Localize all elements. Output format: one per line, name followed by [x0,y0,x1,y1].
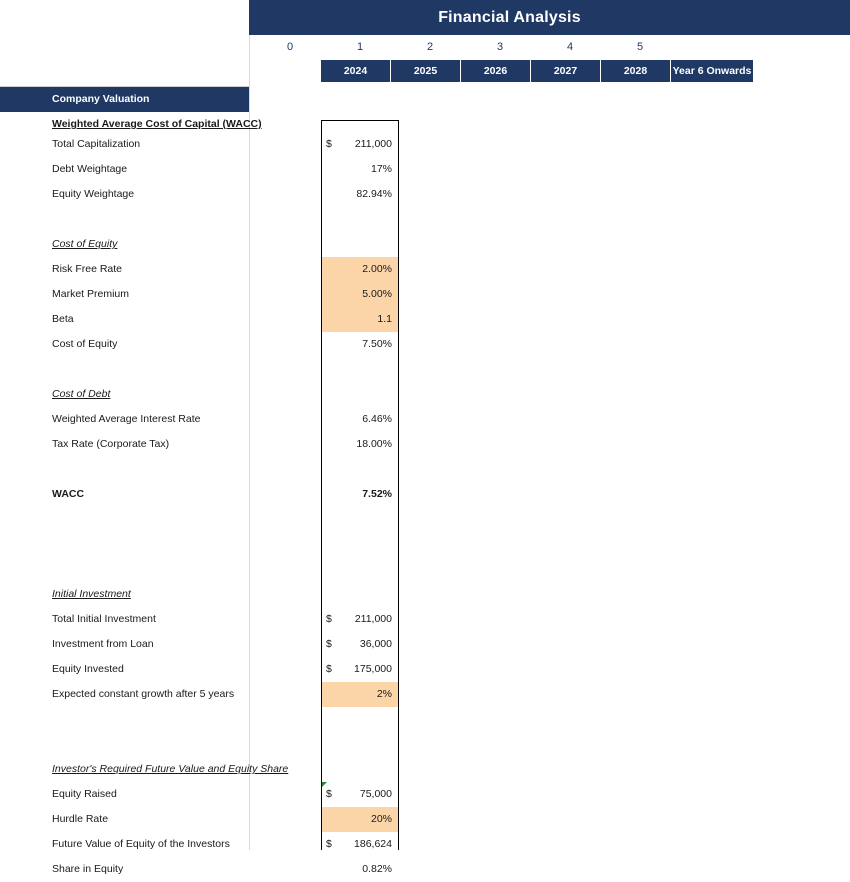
value-cell[interactable] [322,157,398,182]
section-subheader-wacc: Weighted Average Cost of Capital (WACC) [52,118,262,130]
row-label[interactable]: Share in Equity [52,863,124,875]
period-index-1: 1 [356,41,364,53]
period-index-3: 3 [496,41,504,53]
currency-symbol: $ [326,663,332,675]
currency-symbol: $ [326,138,332,150]
value-amount: 175,000 [354,663,392,675]
row-label[interactable]: Investor's Required Future Value and Equity Share [52,763,289,775]
value-cell[interactable] [322,407,398,432]
row-label[interactable]: Beta [52,313,74,325]
value-cell[interactable] [322,332,398,357]
value-cell[interactable] [322,482,398,507]
value-cell[interactable] [322,657,398,682]
value-cell[interactable] [322,682,398,707]
row-label[interactable]: Expected constant growth after 5 years [52,688,235,700]
value-amount: 7.50% [362,338,392,350]
value-cell[interactable] [322,257,398,282]
value-amount: 75,000 [359,788,392,800]
value-amount: 5.00% [362,288,392,300]
year-header-1[interactable]: 2024 [321,60,391,82]
value-amount: 0.82% [362,863,392,875]
period-index-2: 2 [426,41,434,53]
value-cell[interactable] [322,607,398,632]
row-label[interactable]: Tax Rate (Corporate Tax) [52,438,170,450]
row-label[interactable]: Equity Invested [52,663,124,675]
value-amount: 6.46% [362,413,392,425]
row-label[interactable]: Debt Weightage [52,163,128,175]
period-index-strip [249,35,850,59]
value-cell[interactable] [322,282,398,307]
section-header-company-valuation: Company Valuation [0,87,249,112]
cell-comment-marker-icon [322,782,327,787]
value-cell[interactable] [322,307,398,332]
value-amount: 1.1 [377,313,392,325]
row-label[interactable]: Cost of Equity [52,238,118,250]
year-header-2[interactable]: 2025 [391,60,461,82]
year-header-3[interactable]: 2026 [461,60,531,82]
row-label[interactable]: Cost of Equity [52,338,118,350]
row-label[interactable]: Cost of Debt [52,388,111,400]
row-label[interactable]: Initial Investment [52,588,131,600]
value-amount: 2% [376,688,392,700]
value-amount: 17% [370,163,392,175]
row-label[interactable]: Equity Raised [52,788,117,800]
financial-analysis-title-bar [249,0,850,35]
value-amount: 82.94% [356,188,392,200]
row-label[interactable]: Equity Weightage [52,188,135,200]
row-label[interactable]: Hurdle Rate [52,813,109,825]
value-amount: 36,000 [359,638,392,650]
row-label[interactable]: Future Value of Equity of the Investors [52,838,230,850]
value-amount: 20% [370,813,392,825]
value-amount: 186,624 [354,838,392,850]
value-cell[interactable] [322,182,398,207]
currency-symbol: $ [326,788,332,800]
value-amount: 18.00% [356,438,392,450]
row-label[interactable]: Weighted Average Interest Rate [52,413,201,425]
row-label[interactable]: Market Premium [52,288,130,300]
period-index-4: 4 [566,41,574,53]
row-label[interactable]: Total Capitalization [52,138,141,150]
row-label[interactable]: WACC [52,488,85,500]
period-index-0: 0 [286,41,294,53]
year-header-row [321,60,753,82]
value-amount: 211,000 [354,613,392,625]
value-cell[interactable] [322,832,398,857]
value-cell[interactable] [322,432,398,457]
page-title: Financial Analysis [438,8,581,26]
currency-symbol: $ [326,838,332,850]
value-cell[interactable] [322,807,398,832]
value-amount: 2.00% [362,263,392,275]
row-label[interactable]: Total Initial Investment [52,613,156,625]
value-amount: 211,000 [354,138,392,150]
value-cell[interactable] [322,782,398,807]
year-header-4[interactable]: 2027 [531,60,601,82]
currency-symbol: $ [326,638,332,650]
value-cell[interactable] [322,857,398,882]
year-header-5[interactable]: 2028 [601,60,671,82]
value-amount: 7.52% [362,488,392,500]
period-index-5: 5 [636,41,644,53]
row-label[interactable]: Investment from Loan [52,638,154,650]
currency-symbol: $ [326,613,332,625]
value-cell[interactable] [322,132,398,157]
value-cell[interactable] [322,632,398,657]
row-label[interactable]: Risk Free Rate [52,263,123,275]
year-header-6[interactable]: Year 6 Onwards [671,60,753,82]
